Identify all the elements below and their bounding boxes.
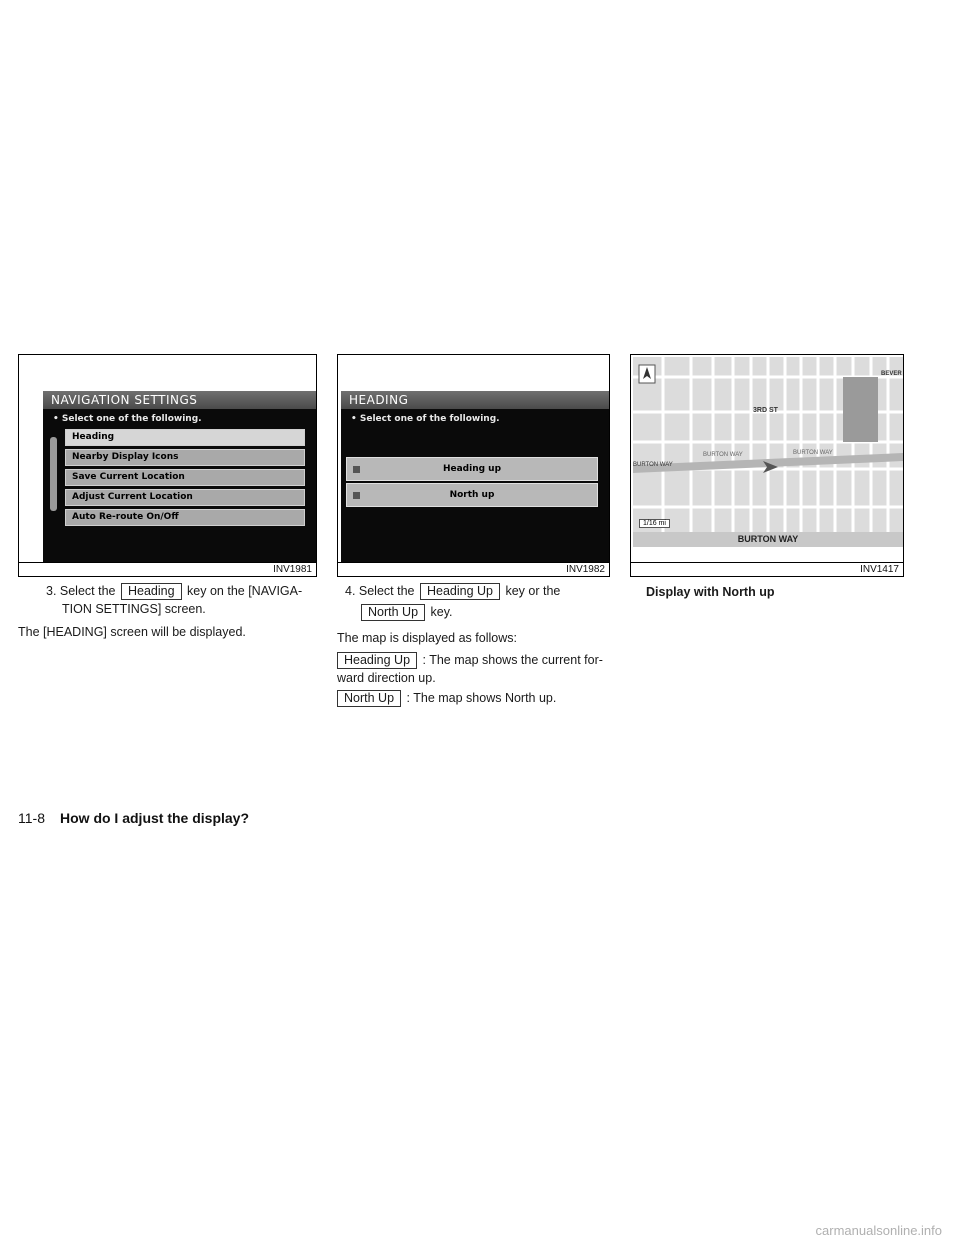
definition-heading-up-text: : The map shows the current for- [422,653,603,667]
watermark: carmanualsonline.info [815,1223,942,1238]
screen-title: HEADING [341,391,609,409]
figure-heading [337,354,610,577]
figure-map-north-up [630,354,904,577]
figure-code: INV1417 [860,564,899,575]
figure-code: INV1982 [566,564,605,575]
step-3-suffix: key on the [NAVIGA- [187,584,303,598]
menu-item-adjust-current-location: Adjust Current Location [65,489,305,506]
heading-up-key-label: Heading Up [337,652,417,669]
map-scale: 1/16 mi [639,519,670,528]
heading-key-label: Heading [121,583,182,600]
step-3 [46,583,318,600]
menu-item-auto-reroute: Auto Re-route On/Off [65,509,305,526]
screen-title: NAVIGATION SETTINGS [43,391,317,409]
screen-subtitle: • Select one of the following. [53,414,202,424]
figure-code-strip [631,562,903,576]
step-3-prefix: 3. Select the [46,584,116,598]
step-4-suffix: key. [430,605,453,619]
map-view [633,357,903,547]
definition-heading-up-line2: ward direction up. [337,671,436,685]
option-label: North up [449,490,495,500]
step-4 [345,583,615,600]
map-caption: Display with North up [646,585,775,599]
step-4-mid: key or the [505,584,561,598]
paragraph-heading-screen: The [HEADING] screen will be displayed. [18,625,246,639]
option-north-up [346,483,598,507]
street-label-3rd-st: 3RD ST [753,407,778,414]
current-street-name: BURTON WAY [737,534,799,544]
north-up-key-label: North Up [361,604,425,621]
figure-navigation-settings [18,354,317,577]
page-number: 11-8 [18,810,45,826]
figure-code-strip [19,562,316,576]
scroll-bar [50,437,57,511]
navigation-settings-screen [43,391,317,563]
heading-screen [341,391,609,563]
definition-north-up [337,690,617,707]
option-heading-up [346,457,598,481]
definition-heading-up [337,652,617,669]
menu-item-heading: Heading [65,429,305,446]
north-up-key-label: North Up [337,690,401,707]
street-label-burton-way-2: BURTON WAY [793,450,833,456]
figure-code: INV1981 [273,564,312,575]
option-label: Heading up [442,464,502,474]
step-4-line2 [359,604,609,621]
figure-code-strip [338,562,609,576]
step-3-line2: TION SETTINGS] screen. [62,602,206,616]
menu-item-nearby-display-icons: Nearby Display Icons [65,449,305,466]
definition-north-up-text: : The map shows North up. [406,691,557,705]
paragraph-map-display: The map is displayed as follows: [337,631,517,645]
section-title: How do I adjust the display? [60,810,250,826]
street-label-burton-way-3: BURTON WAY [633,462,673,468]
menu-item-save-current-location: Save Current Location [65,469,305,486]
step-4-prefix: 4. Select the [345,584,415,598]
street-label-burton-way-1: BURTON WAY [703,452,743,458]
screen-subtitle: • Select one of the following. [351,414,500,424]
street-label-bever: BEVER [881,371,902,377]
menu-list [65,429,305,529]
heading-up-key-label: Heading Up [420,583,500,600]
